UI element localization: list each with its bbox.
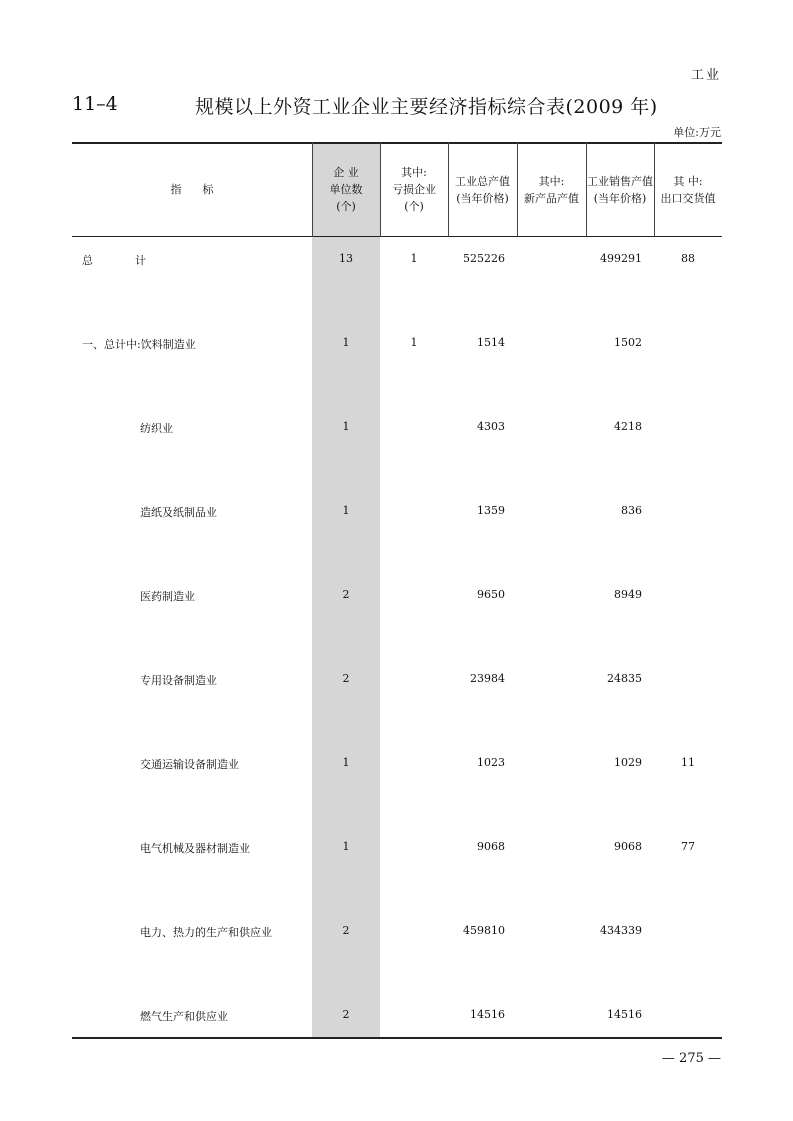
cell-units: 1 [342,840,350,853]
cell-units: 2 [342,588,350,601]
header-unit-count: 企 业 单位数 (个) [329,166,363,213]
row-label: 交通运输设备制造业 [140,758,239,771]
table-row [72,336,722,356]
cell-sales: 14516 [607,1008,642,1021]
cell-sales: 836 [621,504,642,517]
row-label: 纺织业 [140,422,173,435]
header-indicator: 指 标 [170,183,214,196]
cell-sales: 499291 [600,252,642,265]
statistics-table [72,142,722,1039]
row-label: 造纸及纸制品业 [140,506,217,519]
table-row [72,840,722,860]
cell-output: 9650 [477,588,505,601]
header-export: 其 中: 出口交货值 [660,174,716,205]
header-gross-output: 工业总产值 (当年价格) [455,174,510,205]
cell-export: 88 [681,252,695,265]
section-tag: 工业 [690,68,721,83]
cell-loss: 1 [410,252,418,265]
table-row [72,756,722,776]
row-label: 电力、热力的生产和供应业 [140,926,272,939]
cell-output: 1023 [477,756,505,769]
cell-sales: 4218 [614,420,642,433]
page-number: — 275 — [661,1051,721,1066]
cell-units: 2 [342,924,350,937]
row-label: 医药制造业 [140,590,195,603]
cell-output: 1359 [477,504,505,517]
cell-units: 2 [342,1008,350,1021]
cell-units: 1 [342,336,350,349]
cell-output: 1514 [477,336,505,349]
cell-export: 77 [681,840,695,853]
cell-output: 14516 [470,1008,505,1021]
row-label: 专用设备制造业 [140,674,217,687]
table-row [72,588,722,608]
cell-units: 1 [342,756,350,769]
cell-sales: 1502 [614,336,642,349]
table-row [72,420,722,440]
row-label: 电气机械及器材制造业 [140,842,250,855]
cell-units: 2 [342,672,350,685]
cell-output: 4303 [477,420,505,433]
table-row [72,1008,722,1028]
cell-units: 13 [339,252,353,265]
cell-sales: 8949 [614,588,642,601]
cell-units: 1 [342,420,350,433]
table-row [72,924,722,944]
table-row [72,672,722,692]
cell-output: 525226 [463,252,505,265]
cell-output: 9068 [477,840,505,853]
header-sales-output: 工业销售产值 (当年价格) [587,174,653,205]
cell-sales: 1029 [614,756,642,769]
unit-label: 单位:万元 [673,126,721,139]
cell-loss: 1 [410,336,418,349]
cell-output: 23984 [470,672,505,685]
header-new-product: 其中: 新产品产值 [524,174,579,205]
table-number: 11–4 [72,93,118,115]
cell-sales: 24835 [607,672,642,685]
header-loss-enterprises: 其中: 亏损企业 (个) [392,166,436,213]
table-row [72,252,722,272]
cell-sales: 434339 [600,924,642,937]
row-label: 一、总计中:饮料制造业 [82,338,196,351]
table-title: 规模以上外资工业企业主要经济指标综合表(2009 年) [195,96,658,118]
table-row [72,504,722,524]
cell-export: 11 [681,756,695,769]
cell-units: 1 [342,504,350,517]
row-label: 燃气生产和供应业 [140,1010,228,1023]
table-bottom-rule [72,1037,722,1039]
row-label: 总 计 [82,254,146,267]
cell-output: 459810 [463,924,505,937]
cell-sales: 9068 [614,840,642,853]
